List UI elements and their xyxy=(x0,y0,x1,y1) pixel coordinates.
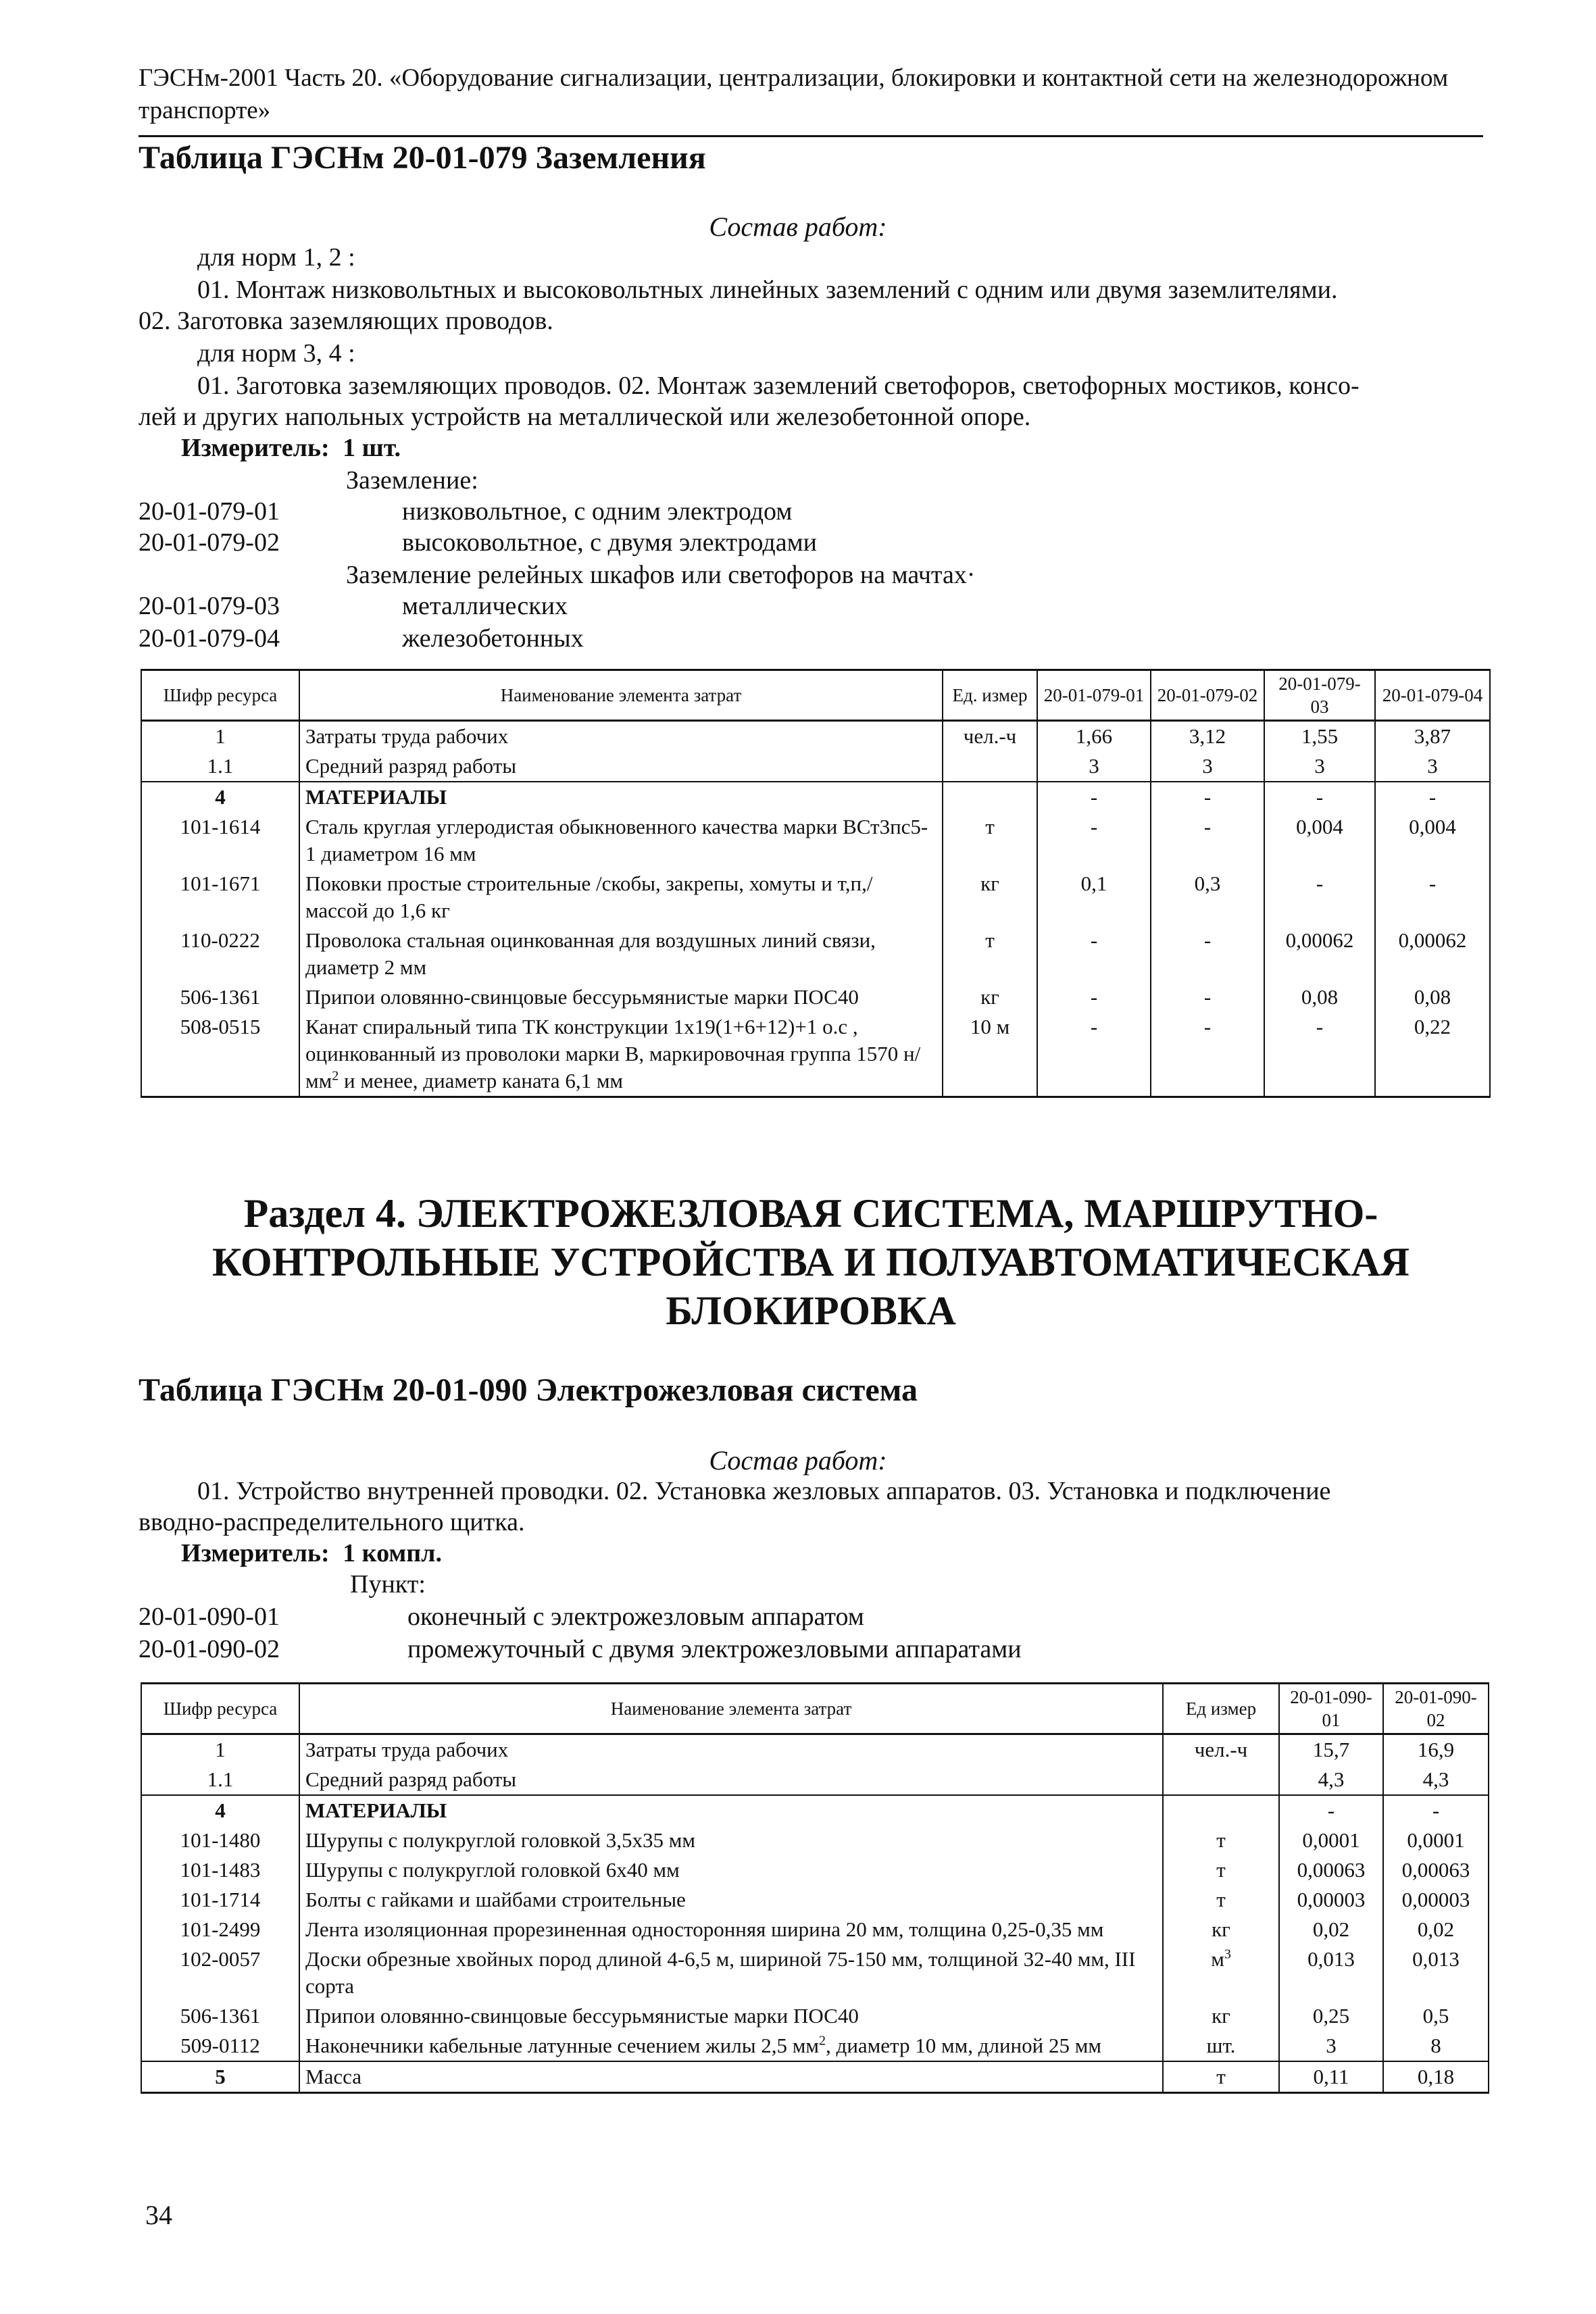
cell-value: 0,00063 xyxy=(1383,1855,1489,1885)
cell-code: 101-1714 xyxy=(141,1885,299,1915)
cell-value: 4,3 xyxy=(1279,1765,1383,1795)
cell-name: Шурупы с полукруглой головкой 3,5х35 мм xyxy=(299,1826,1163,1855)
cell-unit: чел.-ч xyxy=(1163,1734,1279,1765)
cell-value: - xyxy=(1375,782,1490,812)
table2-meter-label: Измеритель: xyxy=(181,1539,330,1567)
cell-value: - xyxy=(1037,926,1151,982)
table2-grid xyxy=(141,1682,1489,2094)
section-heading-line: Раздел 4. ЭЛЕКТРОЖЕЗЛОВАЯ СИСТЕМА, МАРШРУТНО- xyxy=(243,1191,1378,1236)
cell-value: 1,66 xyxy=(1037,721,1151,752)
cell-value: 3 xyxy=(1375,751,1490,782)
cell-value: - xyxy=(1037,782,1151,812)
table1-composition-label: Состав работ: xyxy=(709,211,887,242)
superscript: 3 xyxy=(1224,1946,1231,1962)
table2-group: Пункт: xyxy=(350,1570,426,1599)
superscript: 2 xyxy=(332,1068,339,1084)
cell-unit: кг xyxy=(1163,1915,1279,1944)
table1-work-12b: 02. Заготовка заземляющих проводов. xyxy=(139,307,553,335)
cell-name: Сталь круглая углеродистая обыкновенного качества марки ВСт3пс5-1 диаметром 16 мм xyxy=(299,812,943,869)
cell-unit: т xyxy=(1163,1826,1279,1855)
cell-code: 1 xyxy=(141,1734,299,1765)
cell-unit: т xyxy=(943,926,1037,982)
header-name: Наименование элемента затрат xyxy=(299,1684,1163,1734)
superscript: 2 xyxy=(819,2033,826,2048)
cell-code: 4 xyxy=(141,782,299,812)
cell-name: Доски обрезные хвойных пород длиной 4-6,5 м, шириной 75-150 мм, толщиной 32-40 мм, III сорта xyxy=(299,1944,1163,2001)
table2-meter-value: 1 компл. xyxy=(343,1539,442,1567)
cell-value: 0,004 xyxy=(1264,812,1375,869)
header-col: 20-01-090-01 xyxy=(1279,1684,1383,1734)
cell-value: 3,12 xyxy=(1151,721,1264,752)
table-row xyxy=(141,1795,1489,1826)
table1-grid xyxy=(141,669,1491,1098)
cell-name: Лента изоляционная прорезиненная односторонняя ширина 20 мм, толщина 0,25-0,35 мм xyxy=(299,1915,1163,1944)
cell-value: - xyxy=(1037,1012,1151,1097)
cell-value: 0,5 xyxy=(1383,2001,1489,2031)
cell-unit: кг xyxy=(943,982,1037,1012)
table1-meter-value: 1 шт. xyxy=(343,434,401,462)
cell-unit-text: м xyxy=(1211,1947,1224,1971)
cell-unit: т xyxy=(1163,2061,1279,2093)
cell-value: - xyxy=(1375,869,1490,926)
norm-name: железобетонных xyxy=(402,624,584,653)
cell-name-tail: , диаметр 10 мм, длиной 25 мм xyxy=(826,2034,1101,2057)
table-row xyxy=(141,869,1490,926)
table-row xyxy=(141,1915,1489,1944)
cell-unit: т xyxy=(1163,1885,1279,1915)
norm-name: оконечный с электрожезловым аппаратом xyxy=(407,1603,864,1631)
header-code: Шифр ресурса xyxy=(141,1684,299,1734)
cell-code: 101-1671 xyxy=(141,869,299,926)
section-heading-line: БЛОКИРОВКА xyxy=(666,1288,956,1333)
cell-name: Поковки простые строительные /скобы, закрепы, хомуты и т,п,/ массой до 1,6 кг xyxy=(299,869,943,926)
cell-name: Затраты труда рабочих xyxy=(299,721,943,752)
cell-value: 0,00062 xyxy=(1264,926,1375,982)
cell-value: 0,02 xyxy=(1383,1915,1489,1944)
cell-name: Средний разряд работы xyxy=(299,1765,1163,1795)
cell-code: 5 xyxy=(141,2061,299,2093)
header-name: Наименование элемента затрат xyxy=(299,670,943,721)
cell-value: 8 xyxy=(1383,2031,1489,2061)
norm-name: низковольтное, с одним электродом xyxy=(402,497,793,526)
cell-value: 0,18 xyxy=(1383,2061,1489,2093)
table1-for-norms-12: для норм 1, 2 : xyxy=(197,243,355,272)
cell-value: 0,08 xyxy=(1375,982,1490,1012)
cell-value: 0,1 xyxy=(1037,869,1151,926)
cell-name: Припои оловянно-свинцовые бессурьмянистые марки ПОС40 xyxy=(299,982,943,1012)
cell-value: 3 xyxy=(1151,751,1264,782)
header-unit: Ед измер xyxy=(1163,1684,1279,1734)
cell-value: - xyxy=(1151,782,1264,812)
cell-value: 0,11 xyxy=(1279,2061,1383,2093)
cell-code: 506-1361 xyxy=(141,2001,299,2031)
table-row xyxy=(141,1885,1489,1915)
cell-code: 506-1361 xyxy=(141,982,299,1012)
cell-value: - xyxy=(1151,926,1264,982)
table1-work-34b: лей и других напольных устройств на металлической или железобетонной опоре. xyxy=(139,403,1031,431)
cell-unit: т xyxy=(943,812,1037,869)
cell-value: - xyxy=(1151,812,1264,869)
cell-code: 508-0515 xyxy=(141,1012,299,1097)
cell-value: - xyxy=(1037,812,1151,869)
cell-name: Средний разряд работы xyxy=(299,751,943,782)
cell-unit: кг xyxy=(943,869,1037,926)
cell-value: - xyxy=(1151,982,1264,1012)
section-heading-line: КОНТРОЛЬНЫЕ УСТРОЙСТВА И ПОЛУАВТОМАТИЧЕСКАЯ xyxy=(212,1240,1410,1284)
cell-name: Болты с гайками и шайбами строительные xyxy=(299,1885,1163,1915)
cell-unit: т xyxy=(1163,1855,1279,1885)
cell-code: 1 xyxy=(141,721,299,752)
header-unit: Ед. измер xyxy=(943,670,1037,721)
header-col: 20-01-090-02 xyxy=(1383,1684,1489,1734)
table-row xyxy=(141,1765,1489,1795)
table-row xyxy=(141,1734,1489,1765)
table1-for-norms-34: для норм 3, 4 : xyxy=(197,339,355,368)
norm-code: 20-01-079-01 xyxy=(139,497,280,526)
cell-code: 4 xyxy=(141,1795,299,1826)
cell-value: 0,22 xyxy=(1375,1012,1490,1097)
header-col: 20-01-079-01 xyxy=(1037,670,1151,721)
cell-value: 3,87 xyxy=(1375,721,1490,752)
header-rule xyxy=(139,135,1483,137)
cell-value: 3 xyxy=(1279,2031,1383,2061)
cell-unit xyxy=(943,751,1037,782)
cell-code: 101-1483 xyxy=(141,1855,299,1885)
cell-unit xyxy=(1163,1944,1279,2001)
norm-name: промежуточный с двумя электрожезловыми аппаратами xyxy=(407,1635,1022,1663)
cell-value: 0,00063 xyxy=(1279,1855,1383,1885)
cell-value: 15,7 xyxy=(1279,1734,1383,1765)
norm-code: 20-01-090-01 xyxy=(139,1603,280,1631)
header-col: 20-01-079-03 xyxy=(1264,670,1375,721)
cell-code: 102-0057 xyxy=(141,1944,299,2001)
cell-code: 1.1 xyxy=(141,751,299,782)
page-number: 34 xyxy=(145,2200,172,2230)
header-col: 20-01-079-02 xyxy=(1151,670,1264,721)
cell-code: 110-0222 xyxy=(141,926,299,982)
cell-value: 0,08 xyxy=(1264,982,1375,1012)
table2-title: Таблица ГЭСНм 20-01-090 Электрожезловая система xyxy=(139,1372,918,1408)
cell-value: - xyxy=(1383,1795,1489,1826)
cell-value: - xyxy=(1264,782,1375,812)
table-row xyxy=(141,1012,1490,1097)
cell-value: 0,0001 xyxy=(1279,1826,1383,1855)
cell-unit: шт. xyxy=(1163,2031,1279,2061)
cell-name: Масса xyxy=(299,2061,1163,2093)
cell-value: 0,25 xyxy=(1279,2001,1383,2031)
cell-value: 1,55 xyxy=(1264,721,1375,752)
cell-value: - xyxy=(1279,1795,1383,1826)
table-row xyxy=(141,782,1490,812)
cell-value: 0,00003 xyxy=(1279,1885,1383,1915)
section-heading xyxy=(139,1189,1483,1335)
cell-name xyxy=(299,1012,943,1097)
norm-name: высоковольтное, с двумя электродами xyxy=(402,528,818,557)
cell-value: 0,00003 xyxy=(1383,1885,1489,1915)
table2-work-b: вводно-распределительного щитка. xyxy=(139,1508,525,1536)
norm-code: 20-01-079-03 xyxy=(139,592,280,620)
table-row xyxy=(141,2031,1489,2061)
table-row xyxy=(141,1855,1489,1885)
table-row xyxy=(141,926,1490,982)
cell-code: 101-2499 xyxy=(141,1915,299,1944)
cell-value: 0,0001 xyxy=(1383,1826,1489,1855)
table2-meter xyxy=(181,1538,442,1569)
running-header: ГЭСНм-2001 Часть 20. «Оборудование сигнализации, централизации, блокировки и контактной сети на железнодорожном транспорте» xyxy=(139,64,1449,124)
table1-work-34a: 01. Заготовка заземляющих проводов. 02. Монтаж заземлений светофоров, светофорных мостиков, консо- xyxy=(197,372,1360,400)
cell-name: МАТЕРИАЛЫ xyxy=(299,1795,1163,1826)
cell-unit xyxy=(943,782,1037,812)
cell-value: 0,013 xyxy=(1279,1944,1383,2001)
cell-name-text: Наконечники кабельные латунные сечением жилы 2,5 мм xyxy=(305,2034,820,2057)
cell-name: МАТЕРИАЛЫ xyxy=(299,782,943,812)
cell-code: 1.1 xyxy=(141,1765,299,1795)
norm-name: металлических xyxy=(402,592,568,620)
cell-unit: кг xyxy=(1163,2001,1279,2031)
table1-group1: Заземление: xyxy=(346,466,478,495)
cell-value: - xyxy=(1264,1012,1375,1097)
table-row xyxy=(141,2001,1489,2031)
header-code: Шифр ресурса xyxy=(141,670,299,721)
cell-value: 0,013 xyxy=(1383,1944,1489,2001)
table1-meter xyxy=(181,432,401,463)
cell-unit: чел.-ч xyxy=(943,721,1037,752)
cell-code: 101-1614 xyxy=(141,812,299,869)
cell-name: Затраты труда рабочих xyxy=(299,1734,1163,1765)
cell-value: 4,3 xyxy=(1383,1765,1489,1795)
cell-value: 0,00062 xyxy=(1375,926,1490,982)
cell-unit xyxy=(1163,1765,1279,1795)
cell-name-text: Канат спиральный типа ТК конструкции 1х19(1+6+12)+1 о.с , оцинкованный из проволоки марки В, маркировочная группа 1570 н/мм xyxy=(305,1015,921,1092)
norm-code: 20-01-079-02 xyxy=(139,528,280,557)
cell-name xyxy=(299,2031,1163,2061)
norm-code: 20-01-090-02 xyxy=(139,1635,280,1663)
cell-value: 0,3 xyxy=(1151,869,1264,926)
cell-value: - xyxy=(1264,869,1375,926)
table-row xyxy=(141,721,1490,752)
cell-value: 0,02 xyxy=(1279,1915,1383,1944)
cell-value: - xyxy=(1037,982,1151,1012)
header-col: 20-01-079-04 xyxy=(1375,670,1490,721)
table1-group2: Заземление релейных шкафов или светофоров на мачтах· xyxy=(346,561,976,589)
table2-composition-label: Состав работ: xyxy=(709,1445,887,1476)
table-row xyxy=(141,1944,1489,2001)
table-row xyxy=(141,2061,1489,2093)
table1-meter-label: Измеритель: xyxy=(181,434,330,462)
cell-value: 3 xyxy=(1264,751,1375,782)
table1-title: Таблица ГЭСНм 20-01-079 Заземления xyxy=(139,140,706,176)
table2-work-a: 01. Устройство внутренней проводки. 02. Установка жезловых аппаратов. 03. Установка и подключение xyxy=(197,1477,1331,1505)
cell-name: Шурупы с полукруглой головкой 6х40 мм xyxy=(299,1855,1163,1885)
cell-unit xyxy=(1163,1795,1279,1826)
table-row xyxy=(141,751,1490,782)
cell-value: - xyxy=(1151,1012,1264,1097)
cell-value: 16,9 xyxy=(1383,1734,1489,1765)
cell-name: Припои оловянно-свинцовые бессурьмянистые марки ПОС40 xyxy=(299,2001,1163,2031)
table1-work-12a: 01. Монтаж низковольтных и высоковольтных линейных заземлений с одним или двумя заземлителями. xyxy=(197,276,1338,304)
cell-code: 101-1480 xyxy=(141,1826,299,1855)
cell-value: 0,004 xyxy=(1375,812,1490,869)
cell-unit: 10 м xyxy=(943,1012,1037,1097)
table-row xyxy=(141,812,1490,869)
cell-code: 509-0112 xyxy=(141,2031,299,2061)
table-row xyxy=(141,982,1490,1012)
cell-name: Проволока стальная оцинкованная для воздушных линий связи, диаметр 2 мм xyxy=(299,926,943,982)
table-row xyxy=(141,1826,1489,1855)
norm-code: 20-01-079-04 xyxy=(139,624,280,653)
cell-name-tail: и менее, диаметр каната 6,1 мм xyxy=(339,1069,624,1092)
cell-value: 3 xyxy=(1037,751,1151,782)
